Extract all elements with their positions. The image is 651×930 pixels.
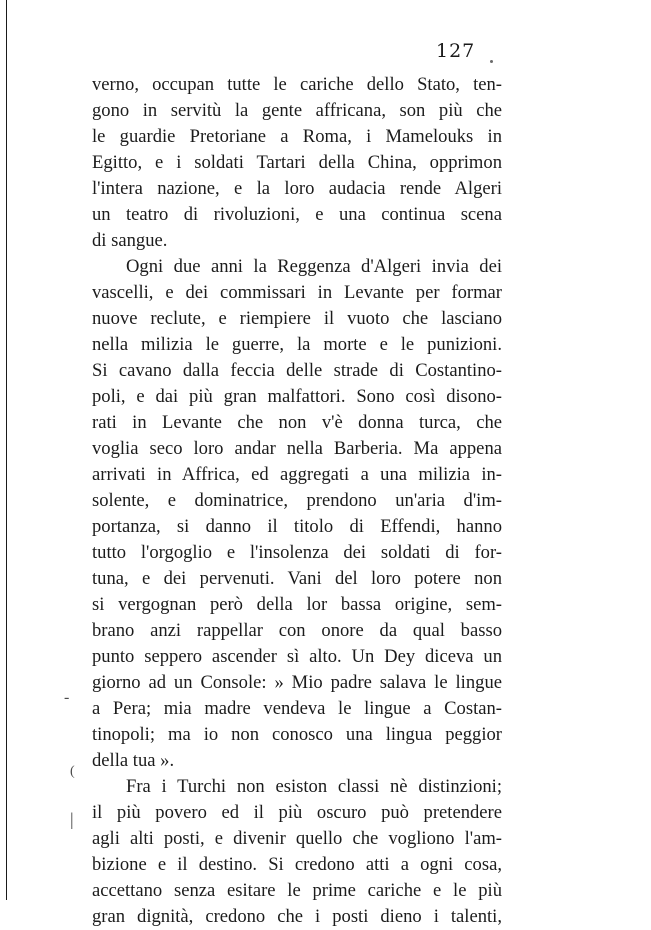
paragraph-start-line: Fra i Turchi non esiston classi nè distinzioni;	[126, 776, 502, 797]
text-line: agli alti posti, e divenir quello che vogliono l'am-	[92, 828, 502, 849]
margin-dash-mark: -	[64, 689, 70, 706]
text-line: di sangue.	[92, 230, 168, 251]
text-line: bizione e il destino. Si credono atti a ogni cosa,	[92, 854, 502, 875]
text-line: brano anzi rappellar con onore da qual basso	[92, 620, 502, 641]
text-line: Si cavano dalla feccia delle strade di Costantino-	[92, 360, 502, 381]
text-line: portanza, si danno il titolo di Effendi, hanno	[92, 516, 502, 537]
text-line: il più povero ed il più oscuro può pretendere	[92, 802, 502, 823]
text-line: rati in Levante che non v'è donna turca, che	[92, 412, 502, 433]
text-line: voglia seco loro andar nella Barberia. Ma appena	[92, 438, 502, 459]
text-line: nuove reclute, e riempiere il vuoto che lasciano	[92, 308, 502, 329]
margin-bracket-mark: (	[70, 764, 75, 779]
text-line: poli, e dai più gran malfattori. Sono così disono-	[92, 386, 502, 407]
text-line: tinopoli; ma io non conosco una lingua peggior	[92, 724, 502, 745]
margin-bar-mark: |	[70, 809, 74, 829]
text-line: punto seppero ascender sì alto. Un Dey diceva un	[92, 646, 502, 667]
page-edge-rule	[6, 0, 7, 900]
text-line: accettano senza esitare le prime cariche e le più	[92, 880, 502, 901]
page-number: 127	[436, 40, 476, 62]
paragraph-start-line: Ogni due anni la Reggenza d'Algeri invia dei	[126, 256, 502, 277]
page-speck	[490, 60, 493, 63]
text-line: si vergognan però della lor bassa origine, sem-	[92, 594, 502, 615]
text-line: l'intera nazione, e la loro audacia rende Algeri	[92, 178, 502, 199]
text-line: giorno ad un Console: » Mio padre salava le lingue	[92, 672, 502, 693]
body-text	[92, 72, 502, 930]
text-line: vascelli, e dei commissari in Levante per formar	[92, 282, 502, 303]
text-line: nella milizia le guerre, la morte e le punizioni.	[92, 334, 502, 355]
text-line: verno, occupan tutte le cariche dello Stato, ten-	[92, 74, 502, 95]
text-line: della tua ».	[92, 750, 175, 771]
text-line: a Pera; mia madre vendeva le lingue a Costan-	[92, 698, 502, 719]
text-line: gran dignità, credono che i posti dieno i talenti,	[92, 906, 502, 927]
text-line: arrivati in Affrica, ed aggregati a una milizia in-	[92, 464, 502, 485]
text-line: solente, e dominatrice, prendono un'aria d'im-	[92, 490, 502, 511]
text-line: le guardie Pretoriane a Roma, i Mamelouks in	[92, 126, 502, 147]
text-line: Egitto, e i soldati Tartari della China, opprimon	[92, 152, 502, 173]
text-line: tutto l'orgoglio e l'insolenza dei soldati di for-	[92, 542, 502, 563]
text-line: gono in servitù la gente affricana, son più che	[92, 100, 502, 121]
text-line: un teatro di rivoluzioni, e una continua scena	[92, 204, 502, 225]
text-line: tuna, e dei pervenuti. Vani del loro potere non	[92, 568, 502, 589]
